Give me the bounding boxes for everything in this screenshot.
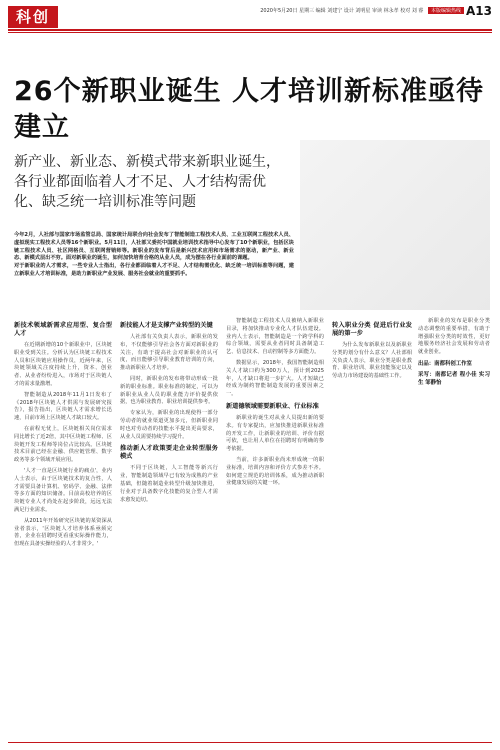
article-intro [14,232,294,279]
article-subhead: 新产业、新业态、新模式带来新职业诞生，各行业都面临着人才不足、人才结构需优化、缺乏统一培训标准等问题 [14,154,280,210]
body-paragraph: 不同于区块链，人工智能等新兴行业，智能制造领域早已有较为成熟的产业基础，但随着制造业转型升级加快推进，行业对于具备数字化技能的复合型人才需求愈发迫切。 [120,465,218,503]
column-4 [332,318,412,384]
header-rule-thin [8,32,492,33]
intro-paragraph: 今年2月，人社部与国家市场监管总局、国家统计局联合向社会发布了智能制造工程技术人员、工业互联网工程技术人员、虚拟现实工程技术人员等16个新职业。5月11日，人社部又委托中国就业培训技术指导中心发布了10个新职业，包括区块链工程技术人员、社区网格员、互联网营销师等。新职业的发布背后是新兴技术应用和市场需求的驱动，新产业、新业态、新模式层出不穷。面对新职业的诞生，如何加快培育合格的从业人员，成为摆在各行业面前的课题。 [14,232,294,262]
intro-paragraph-2: 对于新职业的人才需求，一些专业人士指出，各行业都面临着人才不足、人才结构需优化、缺乏统一培训标准等问题，建立新职业人才培训标准，是助力新职业产业发展、服务社会就业的重要抓手。 [14,263,294,277]
body-paragraph: 新职业的发布是职业分类动态调整的重要举措，有助于增强职业分类的时效性，更好地服务经济社会发展和劳动者就业创业。 [418,318,490,356]
article-headline: 26个新职业诞生 人才培训新标准亟待建立 [14,76,484,143]
bottom-rule [8,742,492,743]
body-paragraph: 智能制造工程技术人员被纳入新职业目录，将加快推动专业化人才队伍建设。业内人士表示，智能制造是一个跨学科的综合领域，需要从业者同时具备制造工艺、信息技术、自动控制等多方面能力。 [226,318,324,356]
body-paragraph: 从2011年开始研究区块链的某资深从业者表示，'区块链人才培养体系亟须完善，企业在招聘时更看重实际操作能力，但现在具备实操经验的人才非常少。' [14,517,112,548]
body-paragraph: '人才一直是区块链行业的痛点'，业内人士表示，由于区块链技术的复合性，人才需要具备计算机、密码学、金融、法律等多方面的知识储备。目前高校培养的区块链专业人才尚处在起步阶段，远远无法满足行业需求。 [14,467,112,513]
column-5 [418,318,490,387]
section-label: 科创 [8,6,58,28]
body-paragraph: 人社部有关负责人表示，新职业的发布，不仅能够引导社会各方面对新职业的关注，有助于提高社会对新职业的认可度，而且能够引导职业教育培训的方向，推动新职业人才培养。 [120,334,218,372]
body-paragraph: 新职业的诞生对从业人员提出新的要求。有专家提出，应加快推进新职业标准的开发工作，让新职业的培训、评价有据可依，也让用人单位在招聘时有明确的参考依据。 [226,414,324,453]
article-photo [300,140,490,310]
body-paragraph: 在近期新增的10个新职业中，区块链职业受到关注。分析认为区块链工程技术人员和区块链应用操作员，近两年来，区块链领域关注度持续上升，资本、创业者、从业者纷纷进入，市场对于区块链人才的需求量激增。 [14,342,112,387]
section-heading: 推动新人才政策要走企业转型服务模式 [120,445,218,461]
header-meta [260,7,464,14]
byline-label: 出品：南都科创工作室 [418,360,472,367]
body-paragraph: 同时，新职业的发布将带动形成一批新的职业标准。职业标准的制定，可以为新职业从业人员的职业能力评价提供依据，也为职业教育、职业培训提供参考。 [120,375,218,406]
body-paragraph: 专家认为，新职业的出现使得一部分劳动者的就业渠道更加多元，但新职业同时也对劳动者的技能水平提出更高要求，从业人员需要持续学习提升。 [120,410,218,440]
column-2 [120,318,218,507]
editor-hotline-tag: 本版编辑热线 [428,7,464,14]
header-meta-text: 2020年5月20日 星期三 编辑 刘建宁 设计 刘明星 审读 林永孝 校对 刘 睿 [260,8,424,14]
column-1 [14,318,112,552]
section-heading: 新道德领域需要新职业、行业标准 [226,402,319,410]
body-paragraph: 为什么发布新职业以及新职业分类的划分有什么意义？人社部相关负责人表示，职业分类是职业教育、职业培训、职业技能鉴定以及劳动力市场建设的基础性工作。 [332,342,412,380]
body-paragraph: 智能制造从2018年11月1日发布了《2018年区块链人才供需与发展研究报告》，报告指出，区块链人才需求增长迅速，目前市场上区块链人才缺口较大。 [14,391,112,422]
section-heading: 新技能人才是支撑产业转型的关键 [120,322,213,329]
body-paragraph: 在前程无忧上，区块链相关岗位需求同比增长了近2倍，其中区块链工程师、区块链开发工程师等岗位占比较高。区块链技术目前已经在金融、供应链管理、数字政务等多个领域开展应用。 [14,425,112,464]
section-heading: 转入职业分类 促进后行业发展的第一步 [332,322,412,337]
section-heading: 新技术领域新需求应用型、复合型人才 [14,322,112,337]
header-rule [8,29,492,31]
body-paragraph: 数据显示，2018年，我国智能制造相关人才缺口约为300万人，预计到2025年，人才缺口将进一步扩大。人才短缺已经成为制约智能制造发展的重要因素之一。 [226,359,324,398]
column-3 [226,318,324,491]
page-number: A13 [466,4,492,18]
page-header [0,0,500,30]
body-paragraph: 当前，许多新职业尚未形成统一的职业标准，培训内容和评价方式参差不齐。如何建立规范的培训体系，成为推动新职业健康发展的关键一环。 [226,456,324,487]
byline-writers: 采写：南都记者 程小佳 实习生 邹静怡 [418,371,490,386]
